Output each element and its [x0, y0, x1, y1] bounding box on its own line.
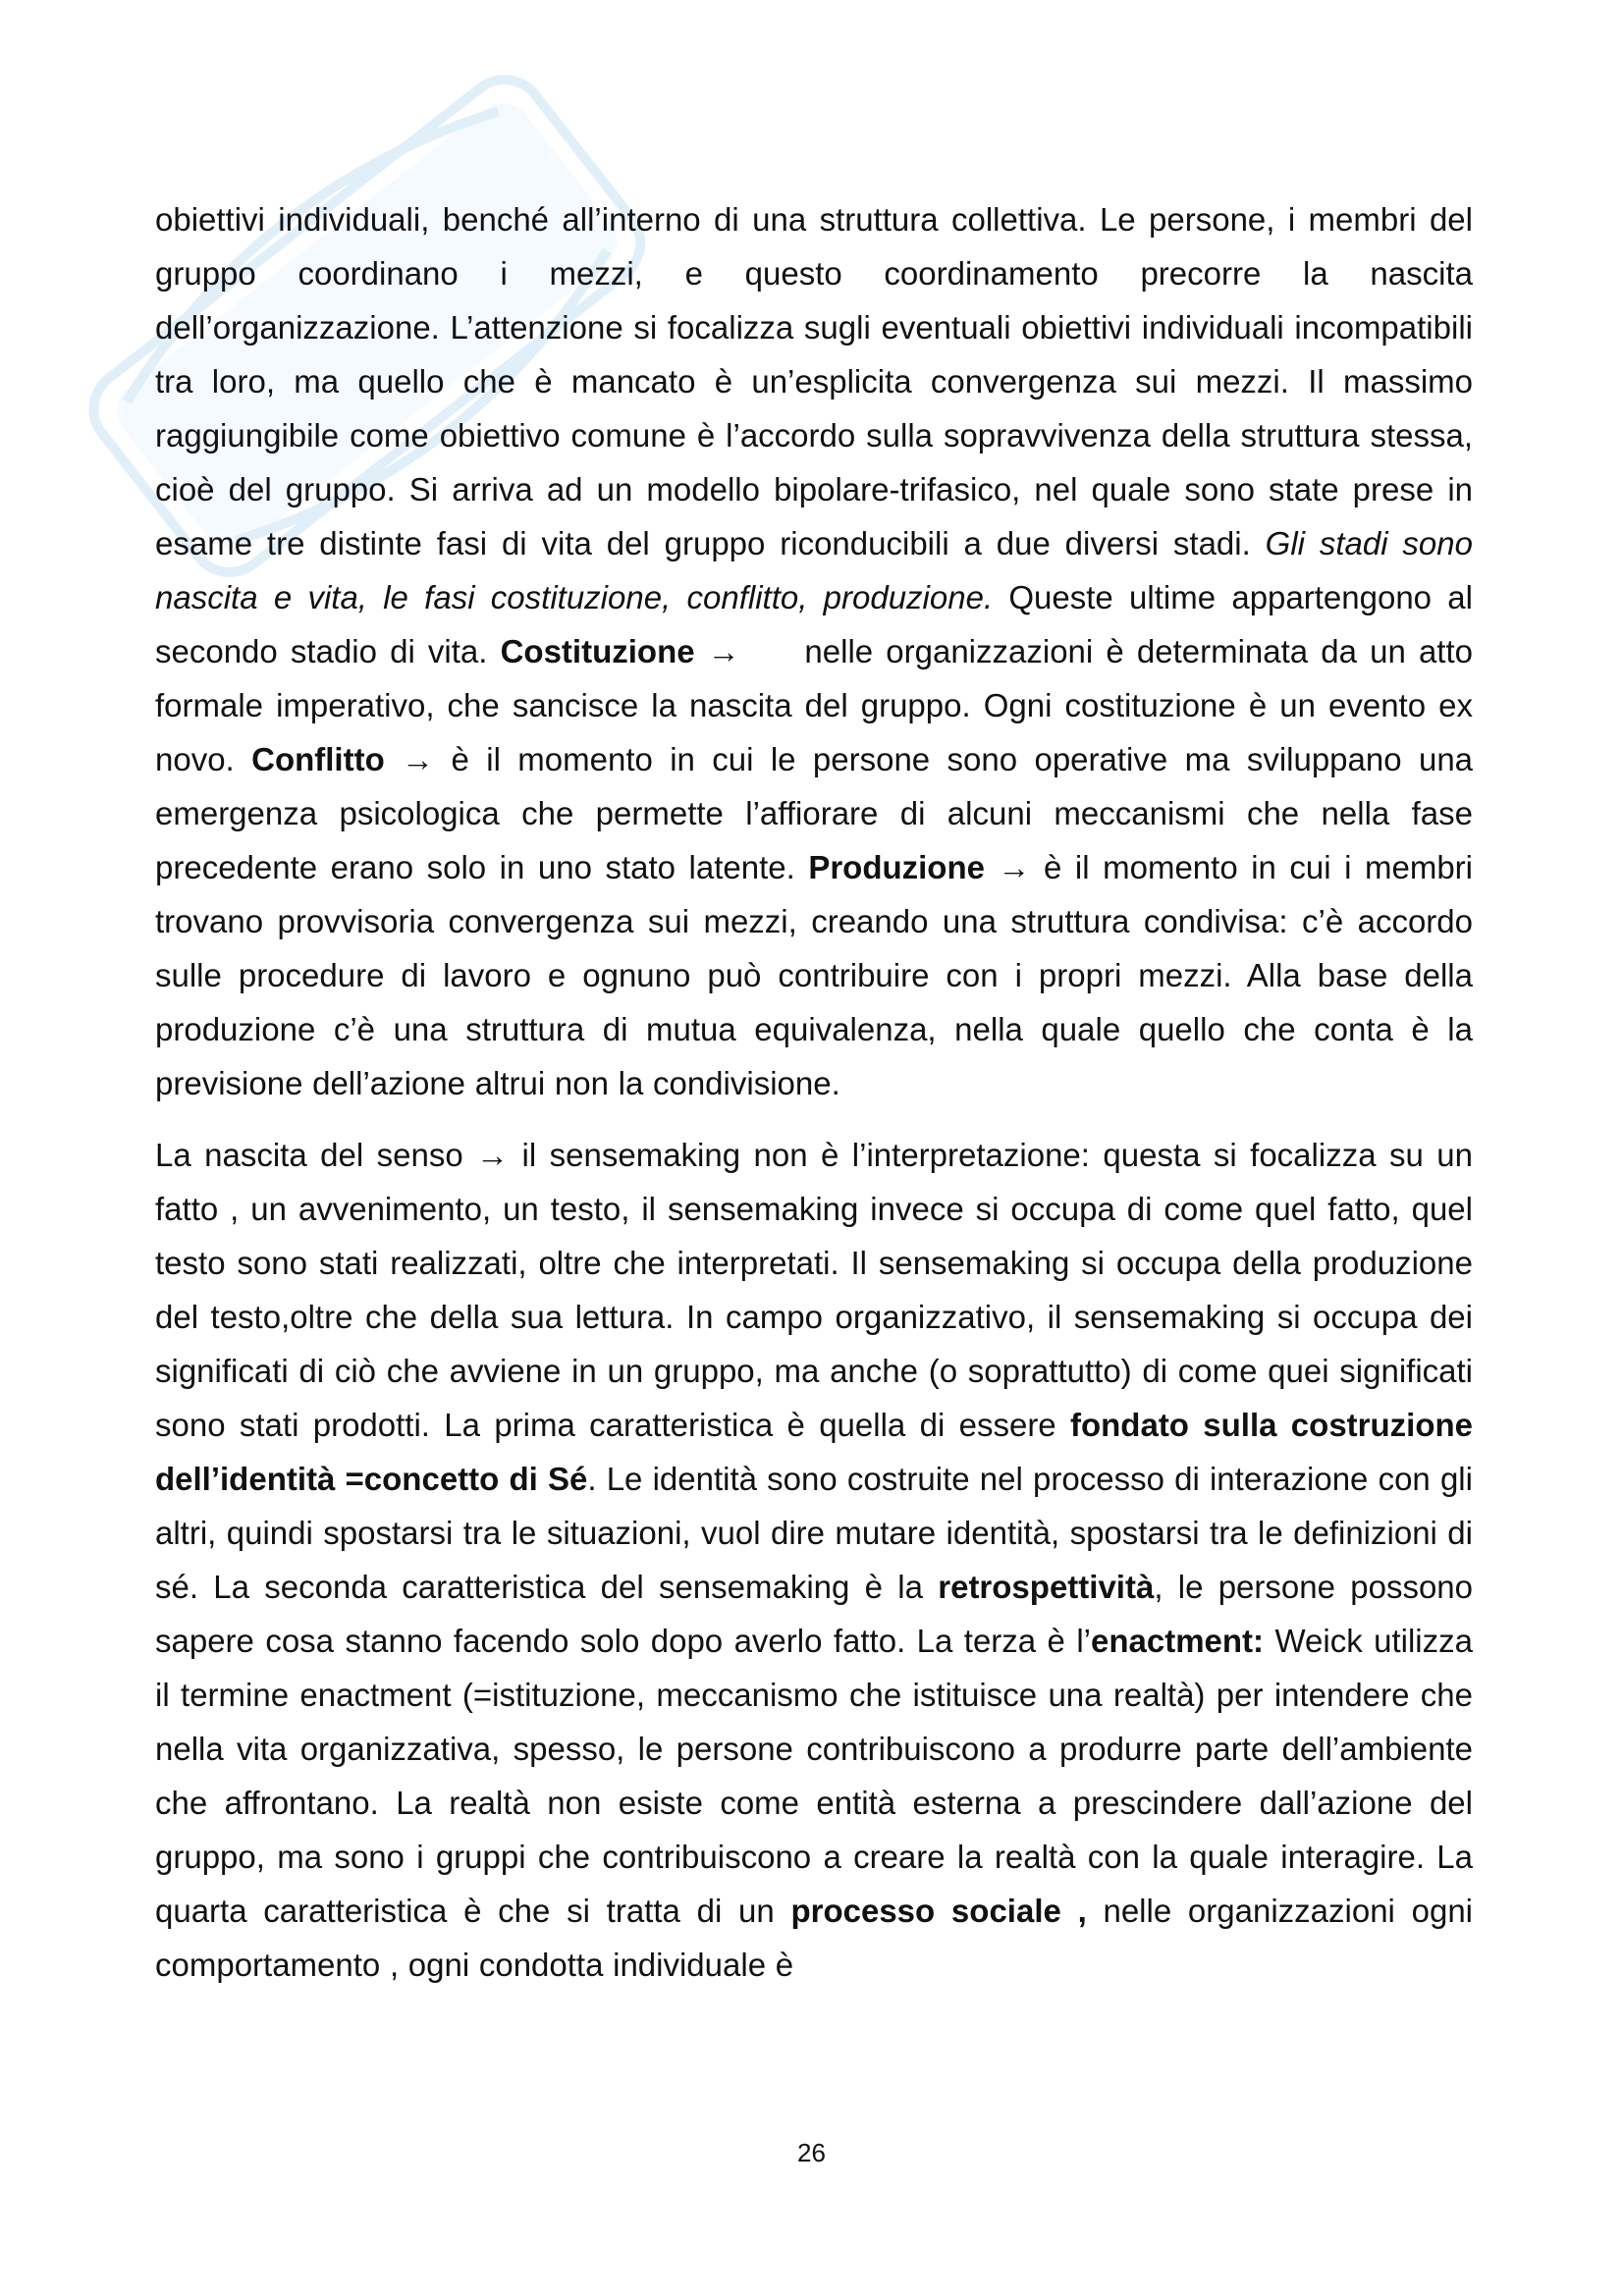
text-segment: è il momento in cui i membri trovano provvisoria convergenza sui mezzi, creando una struttura condivisa: c’è accordo sulle procedure di lavoro e ognuno può contribuire con i propri mezzi. Alla base della produzione c’è una struttura di mutua equivalenza, nella quale quello che conta è la previsione dell’azione altrui non la condivisione.	[155, 849, 1473, 1101]
italic-text: Gli stadi sono nascita e vita, le fasi costituzione, conflitto, produzione.	[155, 525, 1473, 615]
text-segment: , le persone possono sapere cosa stanno facendo solo dopo averlo fatto. La terza è l’	[155, 1569, 1473, 1659]
text-segment: obiettivi individuali, benché all’interno di una struttura collettiva. Le persone, i membri del gruppo coordinano i mezzi, e questo coordinamento precorre la nascita dell’organizzazione. L’attenzione si focalizza sugli eventuali obiettivi individuali incompatibili tra loro, ma quello che è mancato è un’esplicita convergenza sui mezzi. Il massimo raggiungibile come obiettivo comune è l’accordo sulla sopravvivenza della struttura stessa, cioè del gruppo. Si arriva ad un modello bipolare-trifasico, nel quale sono state prese in esame tre distinte fasi di vita del gruppo riconducibili a due diversi stadi.	[155, 201, 1473, 561]
term-produzione: Produzione	[808, 849, 985, 885]
page-body	[155, 192, 1473, 1992]
arrow-icon: →	[998, 849, 1031, 885]
term-enactment: enactment:	[1091, 1623, 1265, 1659]
arrow-icon: →	[707, 633, 740, 669]
term-conflitto: Conflitto	[251, 741, 385, 777]
arrow-icon: →	[476, 1137, 510, 1173]
arrow-icon: →	[402, 741, 435, 777]
term-identity: fondato sulla costruzione dell’identità =concetto di Sé	[155, 1407, 1473, 1497]
paragraph-sensemaking	[155, 1128, 1473, 1992]
term-processo-sociale: processo sociale ,	[790, 1893, 1087, 1929]
paragraph-group-phases	[155, 192, 1473, 1110]
text-segment: La nascita del senso	[155, 1137, 463, 1173]
text-segment: Weick utilizza il termine enactment (=istituzione, meccanismo che istituisce una realtà) per intendere che nella vita organizzativa, spesso, le persone contribuiscono a produrre parte dell’ambiente che affrontano. La realtà non esiste come entità esterna a prescindere dall’azione del gruppo, ma sono i gruppi che contribuiscono a creare la realtà con la quale interagire. La quarta caratteristica è che si tratta di un	[155, 1623, 1473, 1929]
text-segment: . Le identità sono costruite nel processo di interazione con gli altri, quindi spostarsi tra le situazioni, vuol dire mutare identità, spostarsi tra le definizioni di sé. La seconda caratteristica del sensemaking è la	[155, 1461, 1473, 1605]
text-segment: nelle organizzazioni è determinata da un atto formale imperativo, che sancisce la nascita del gruppo. Ogni costituzione è un evento ex novo.	[155, 633, 1474, 777]
text-segment: è il momento in cui le persone sono operative ma sviluppano una emergenza psicologica che permette l’affiorare di alcuni meccanismi che nella fase precedente erano solo in uno stato latente.	[155, 741, 1474, 885]
text-segment: nelle organizzazioni ogni comportamento , ogni condotta individuale è	[155, 1893, 1473, 1983]
text-segment: il sensemaking non è l’interpretazione: questa si focalizza su un fatto , un avvenimento, un testo, il sensemaking invece si occupa di come quel fatto, quel testo sono stati realizzati, oltre che interpretati. Il sensemaking si occupa della produzione del testo,oltre che della sua lettura. In campo organizzativo, il sensemaking si occupa dei significati di ciò che avviene in un gruppo, ma anche (o soprattutto) di come quei significati sono stati prodotti. La prima caratteristica è quella di essere	[155, 1137, 1473, 1443]
term-retrospettivita: retrospettività	[938, 1569, 1155, 1605]
term-costituzione: Costituzione	[500, 633, 695, 669]
text-segment: Queste ultime appartengono al secondo stadio di vita.	[155, 579, 1473, 669]
page-number: 26	[797, 2138, 826, 2167]
